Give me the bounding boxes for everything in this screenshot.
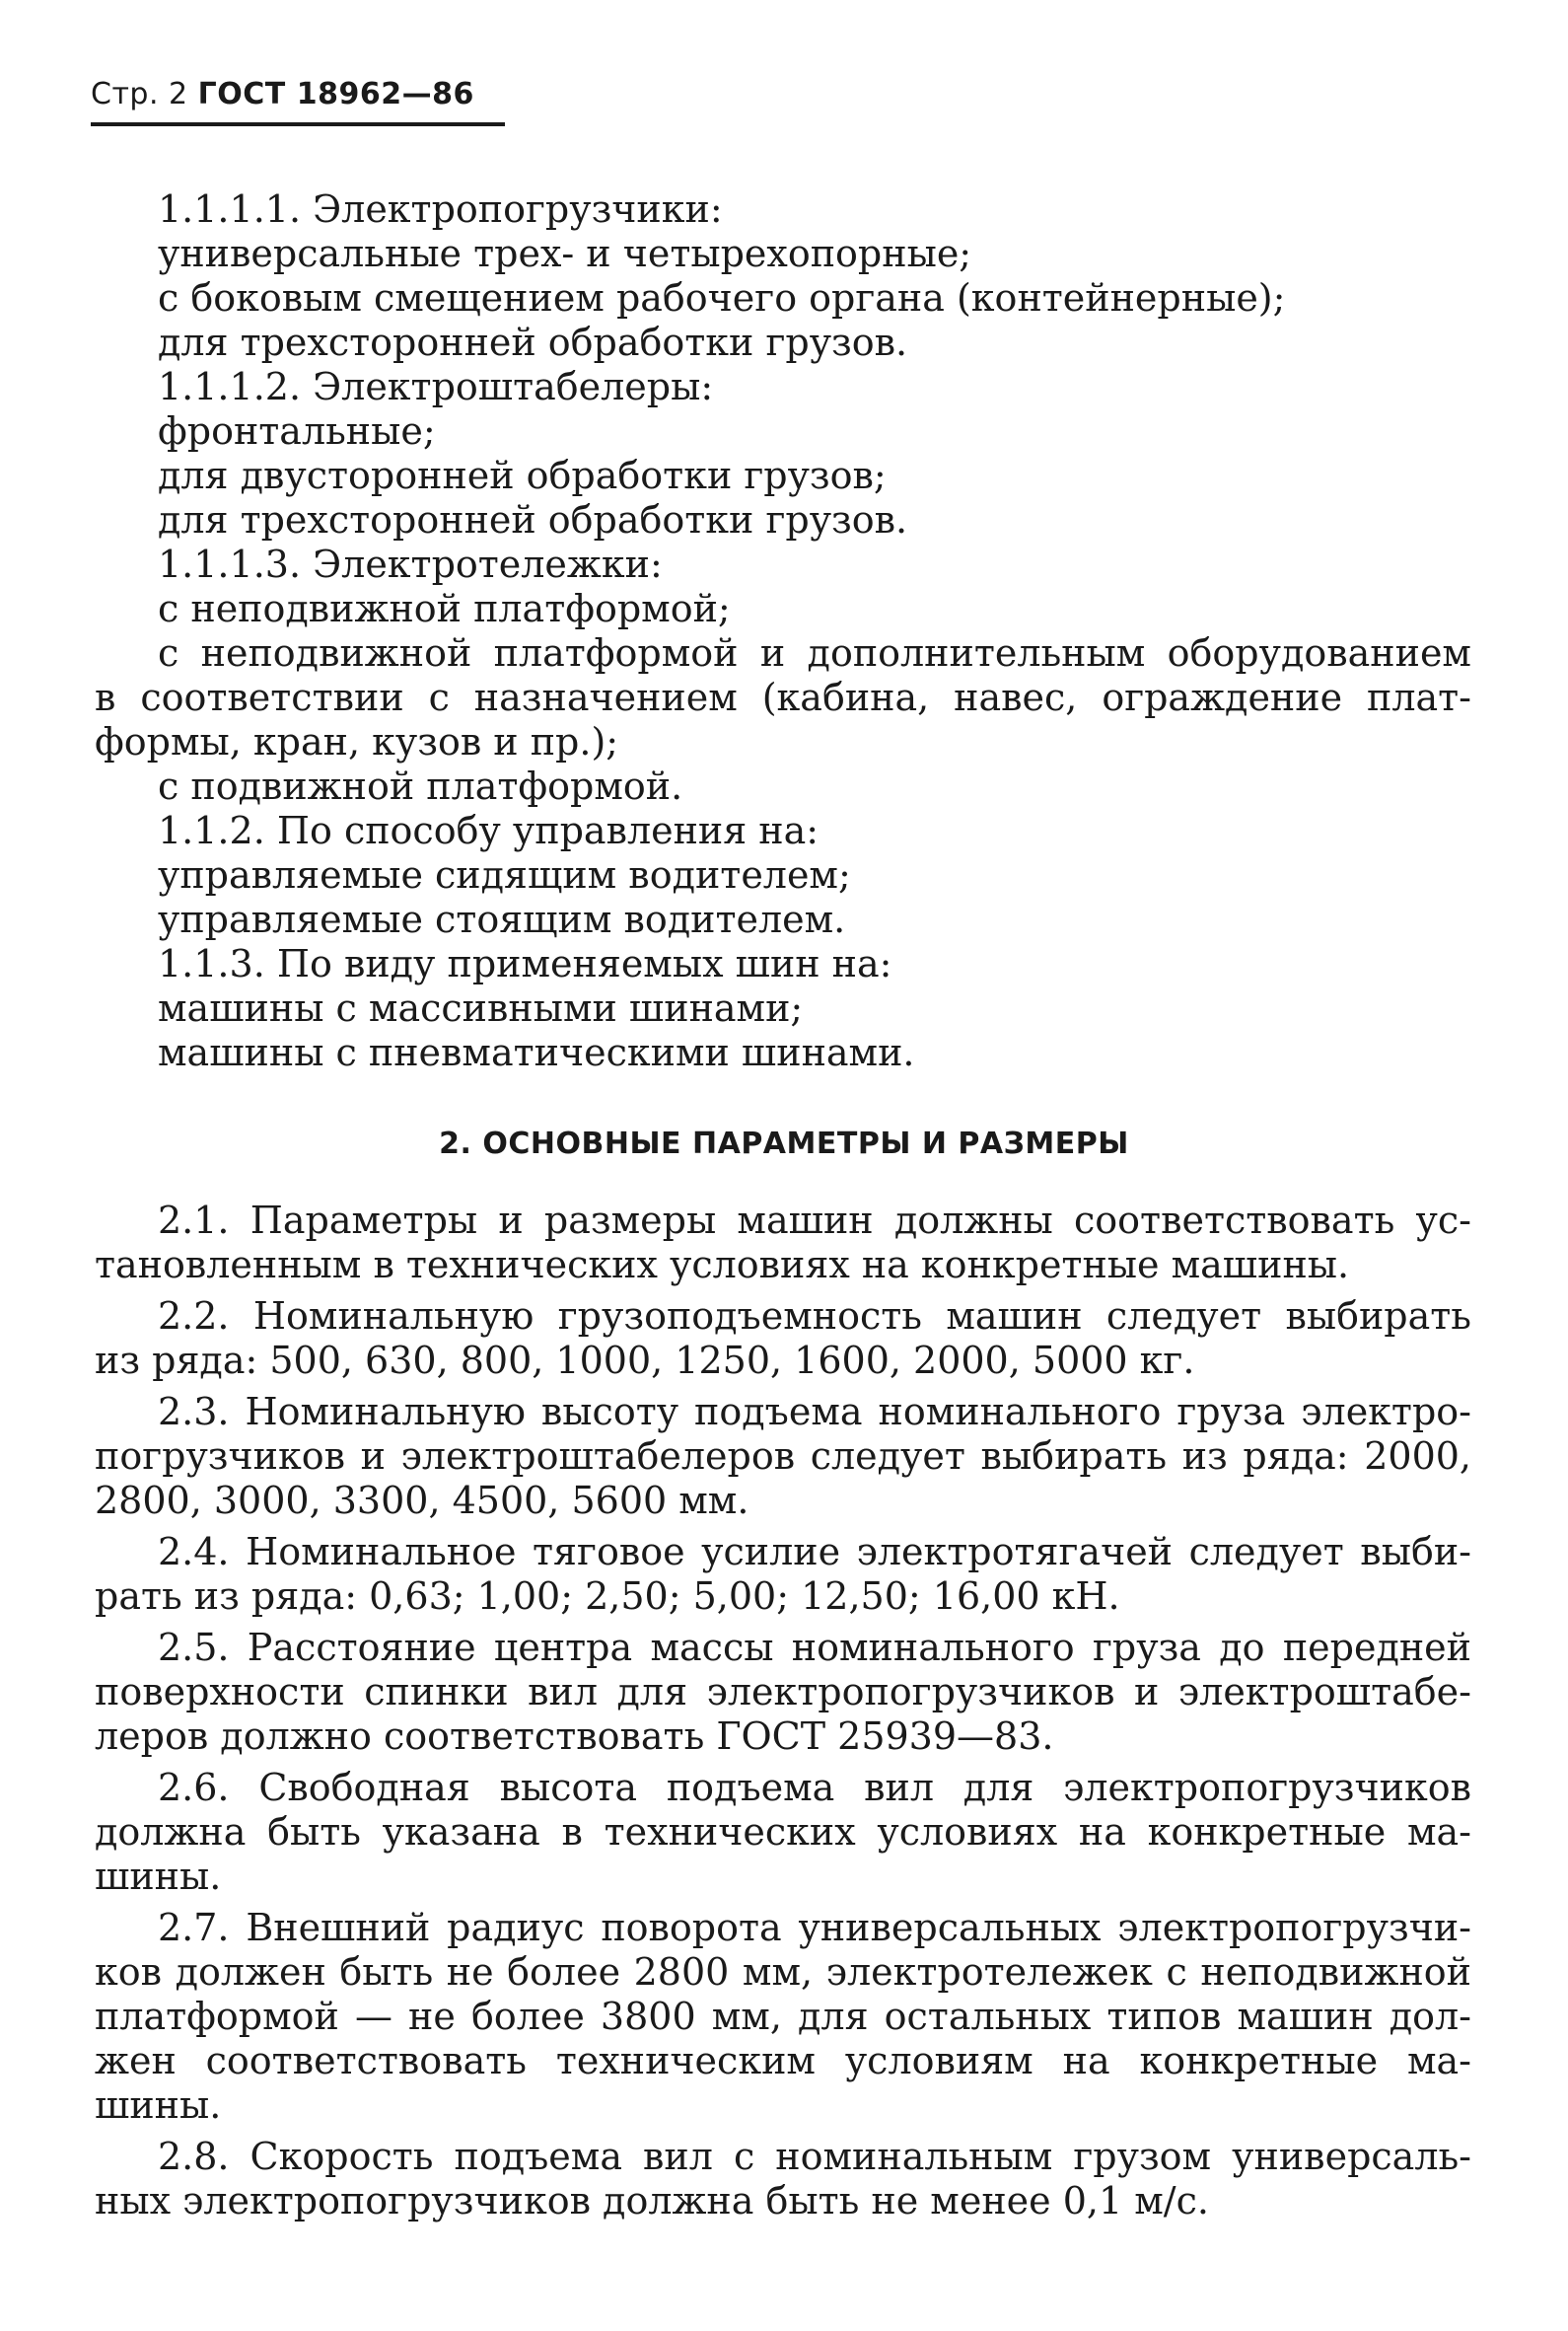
list-item: в соответствии с назначением (кабина, навес, ограждение плат- — [95, 676, 1471, 719]
paragraph-line: 2.3. Номинальную высоту подъема номинального груза электро- — [158, 1390, 1471, 1433]
list-item: 1.1.1.3. Электротележки: — [158, 543, 663, 586]
paragraph-line: рать из ряда: 0,63; 1,00; 2,50; 5,00; 12,50; 16,00 кН. — [95, 1574, 1120, 1618]
paragraph-line: ных электропогрузчиков должна быть не менее 0,1 м/с. — [95, 2179, 1209, 2222]
paragraph-line: 2.8. Скорость подъема вил с номинальным грузом универсаль- — [158, 2135, 1471, 2178]
paragraph — [95, 1199, 1471, 1287]
list-item: 1.1.1.1. Электропогрузчики: — [158, 187, 723, 231]
paragraph-line: ков должен быть не более 2800 мм, электротележек с неподвижной — [95, 1950, 1471, 1994]
paragraph-line: поверхности спинки вил для электропогрузчиков и электроштабе- — [95, 1670, 1471, 1713]
paragraph-line: 2.5. Расстояние центра массы номинального груза до передней — [158, 1626, 1471, 1669]
list-item: формы, кран, кузов и пр.); — [95, 720, 619, 764]
list-item: 1.1.3. По виду применяемых шин на: — [158, 942, 892, 985]
list-item: управляемые сидящим водителем; — [158, 853, 851, 897]
header-rule — [91, 122, 505, 126]
list-item: машины с пневматическими шинами. — [158, 1031, 915, 1074]
paragraph-line: должна быть указана в технических условиях на конкретные ма- — [95, 1810, 1471, 1854]
list-item: для трехсторонней обработки грузов. — [158, 321, 908, 364]
section-title: 2. ОСНОВНЫЕ ПАРАМЕТРЫ И РАЗМЕРЫ — [439, 1127, 1129, 1161]
list-item: с боковым смещением рабочего органа (контейнерные); — [158, 276, 1286, 320]
paragraph — [95, 1294, 1471, 1383]
header-text — [91, 75, 505, 114]
list-item: с неподвижной платформой; — [158, 587, 731, 630]
list-item: управляемые стоящим водителем. — [158, 898, 846, 941]
page-header — [91, 75, 505, 126]
list-item: с неподвижной платформой и дополнительным оборудованием — [158, 631, 1471, 675]
paragraph-line: погрузчиков и электроштабелеров следует выбирать из ряда: 2000, — [95, 1434, 1471, 1478]
classification-list — [95, 187, 1471, 1075]
paragraph-line: жен соответствовать техническим условиям на конкретные ма- — [95, 2039, 1471, 2082]
paragraph — [95, 1766, 1471, 1899]
paragraph-line: шины. — [95, 1855, 222, 1898]
paragraph — [95, 1530, 1471, 1619]
paragraph-line: платформой — не более 3800 мм, для остальных типов машин дол- — [95, 1995, 1471, 2038]
list-item: фронтальные; — [158, 409, 436, 453]
list-item: с подвижной платформой. — [158, 765, 683, 808]
list-item: 1.1.1.2. Электроштабелеры: — [158, 365, 714, 408]
list-item: для трехсторонней обработки грузов. — [158, 498, 908, 542]
paragraph-line: 2.4. Номинальное тяговое усилие электротягачей следует выби- — [158, 1530, 1471, 1573]
paragraph-line: 2800, 3000, 3300, 4500, 5600 мм. — [95, 1479, 749, 1522]
paragraph — [95, 1626, 1471, 1759]
paragraph-line: из ряда: 500, 630, 800, 1000, 1250, 1600, 2000, 5000 кг. — [95, 1339, 1195, 1382]
paragraph — [95, 1906, 1471, 2128]
page-number: Стр. 2 — [91, 77, 188, 111]
paragraph — [95, 2135, 1471, 2223]
paragraph-line: шины. — [95, 2083, 222, 2127]
paragraph-line: тановленным в технических условиях на конкретные машины. — [95, 1243, 1350, 1286]
list-item: машины с массивными шинами; — [158, 986, 804, 1030]
paragraph-line: леров должно соответствовать ГОСТ 25939—83. — [95, 1714, 1054, 1758]
paragraph — [95, 1390, 1471, 1523]
paragraph-line: 2.6. Свободная высота подъема вил для электропогрузчиков — [158, 1766, 1471, 1809]
paragraph-line: 2.2. Номинальную грузоподъемность машин следует выбирать — [158, 1294, 1471, 1338]
paragraph-line: 2.7. Внешний радиус поворота универсальных электропогрузчи- — [158, 1906, 1471, 1949]
section-body — [95, 1199, 1471, 2230]
standard-number: ГОСТ 18962—86 — [197, 77, 474, 111]
list-item: 1.1.2. По способу управления на: — [158, 809, 820, 852]
list-item: универсальные трех- и четырехопорные; — [158, 232, 972, 275]
list-item: для двусторонней обработки грузов; — [158, 454, 887, 497]
paragraph-line: 2.1. Параметры и размеры машин должны соответствовать ус- — [158, 1199, 1471, 1242]
